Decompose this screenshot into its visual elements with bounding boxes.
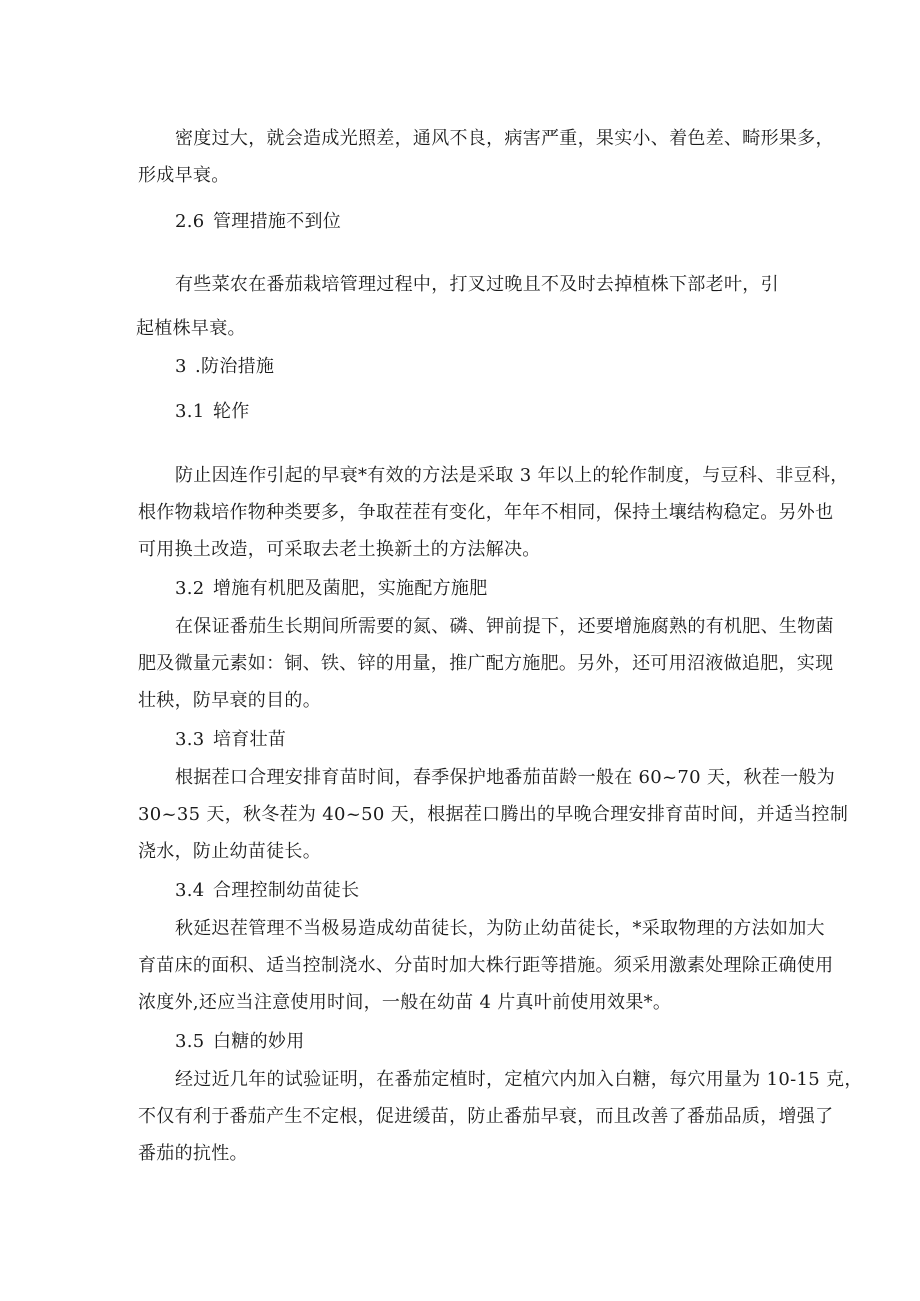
paragraph-6-line-2: 育苗床的面积、适当控制浇水、分苗时加大株行距等措施。须采用激素处理除正确使用 — [138, 955, 834, 976]
paragraph-3-line-3: 可用换土改造，可采取去老土换新土的方法解决。 — [138, 539, 541, 560]
paragraph-5-line-1: 根据茬口合理安排育苗时间，春季保护地番茄苗龄一般在 60~70 天，秋茬一般为 — [175, 767, 836, 788]
section-number: 3.4 — [175, 880, 205, 901]
paragraph-1-line-1: 密度过大，就会造成光照差，通风不良，病害严重，果实小、着色差、畸形果多， — [175, 128, 834, 149]
section-3-4-heading — [175, 880, 359, 902]
section-3-heading — [175, 356, 274, 378]
paragraph-3-line-1: 防止因连作引起的早衰*有效的方法是采取 3 年以上的轮作制度，与豆科、非豆科， — [175, 465, 849, 486]
section-3-1-heading — [175, 401, 250, 423]
section-3-5-heading — [175, 1031, 305, 1053]
paragraph-1-line-2: 形成早衰。 — [138, 165, 230, 186]
paragraph-7-line-2: 不仅有利于番茄产生不定根，促进缓苗，防止番茄早衰，而且改善了番茄品质，增强了 — [138, 1106, 834, 1127]
paragraph-6-line-1: 秋延迟茬管理不当极易造成幼苗徒长，为防止幼苗徒长，*采取物理的方法如加大 — [175, 918, 825, 939]
section-number: 3.3 — [175, 729, 205, 750]
section-number: 3.5 — [175, 1031, 205, 1052]
paragraph-4-line-1: 在保证番茄生长期间所需要的氮、磷、钾前提下，还要增施腐熟的有机肥、生物菌 — [175, 616, 834, 637]
section-number: 3.2 — [175, 578, 205, 599]
section-number: 3 — [175, 356, 187, 377]
section-title: 合理控制幼苗徒长 — [213, 880, 360, 901]
paragraph-6-line-3: 浓度外,还应当注意使用时间，一般在幼苗 4 片真叶前使用效果*。 — [138, 992, 672, 1013]
paragraph-4-line-3: 壮秧，防早衰的目的。 — [138, 690, 321, 711]
section-title: .防治措施 — [195, 356, 275, 377]
section-number: 2.6 — [175, 211, 205, 232]
section-title: 培育壮苗 — [213, 729, 287, 750]
paragraph-7-line-3: 番茄的抗性。 — [138, 1143, 248, 1164]
section-title: 增施有机肥及菌肥，实施配方施肥 — [213, 578, 488, 599]
section-title: 管理措施不到位 — [213, 211, 342, 232]
section-2-6-heading — [175, 211, 341, 233]
section-number: 3.1 — [175, 401, 205, 422]
paragraph-4-line-2: 肥及微量元素如：铜、铁、锌的用量，推广配方施肥。另外，还可用沼液做追肥，实现 — [138, 653, 834, 674]
paragraph-5-line-2: 30~35 天，秋冬茬为 40~50 天，根据茬口腾出的早晚合理安排育苗时间，并适当控制 — [138, 804, 849, 825]
paragraph-2-line-2: 起植株早衰。 — [136, 318, 246, 339]
section-3-3-heading — [175, 729, 286, 751]
paragraph-5-line-3: 浇水，防止幼苗徒长。 — [138, 841, 321, 862]
paragraph-7-line-1: 经过近几年的试验证明，在番茄定植时，定植穴内加入白糖，每穴用量为 10-15 克， — [175, 1069, 863, 1090]
section-title: 白糖的妙用 — [213, 1031, 305, 1052]
paragraph-2-line-1: 有些菜农在番茄栽培管理过程中，打叉过晚且不及时去掉植株下部老叶，引 — [175, 274, 779, 295]
section-3-2-heading — [175, 578, 488, 600]
section-title: 轮作 — [213, 401, 250, 422]
paragraph-3-line-2: 根作物栽培作物种类要多，争取茬茬有变化，年年不相同，保持土壤结构稳定。另外也 — [138, 502, 834, 523]
